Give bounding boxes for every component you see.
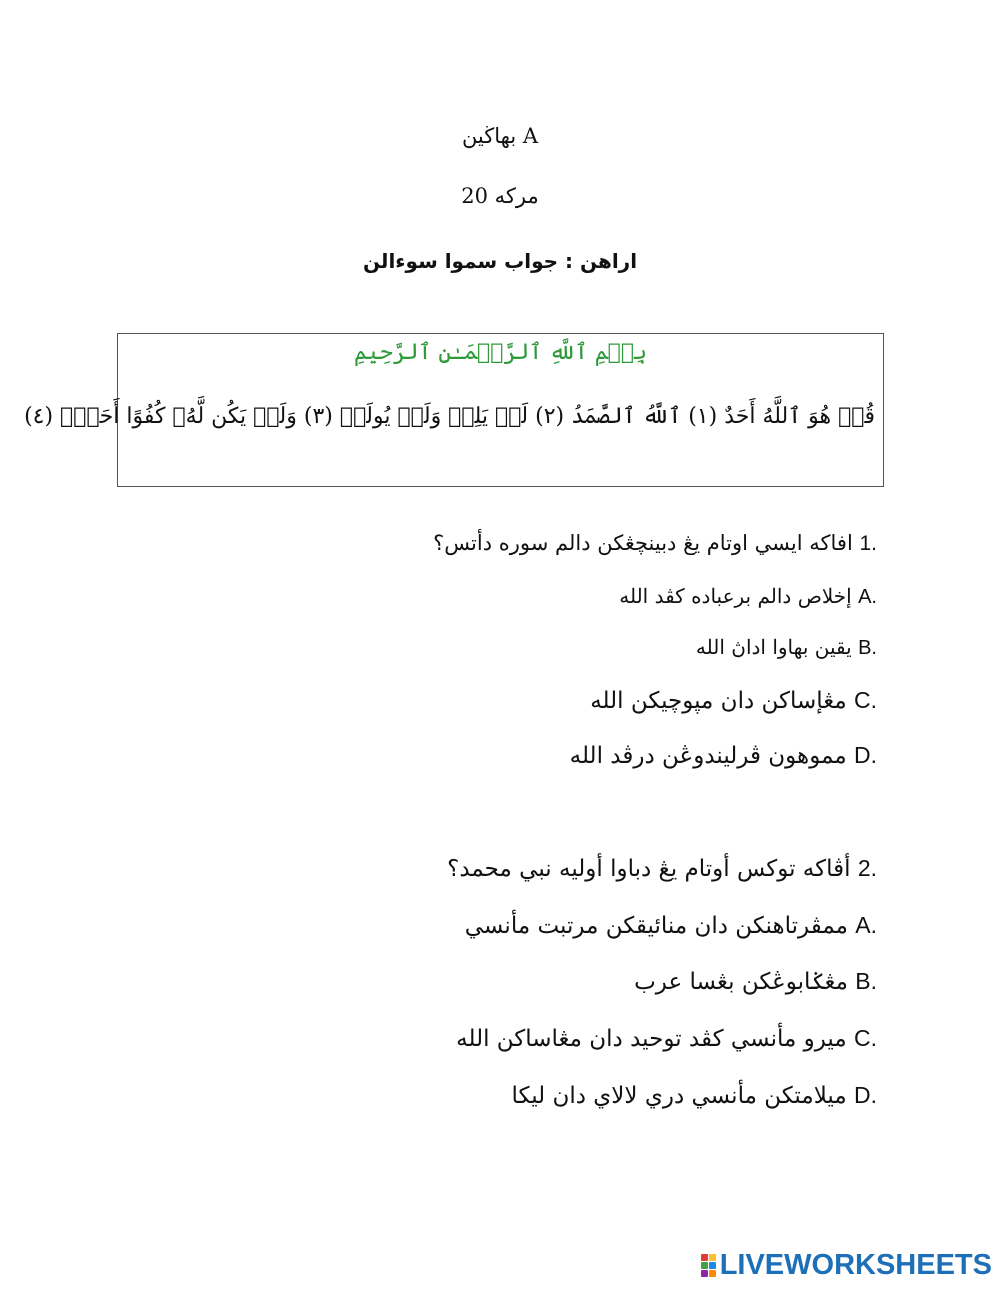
option-text: مموهون ڤرليندوڠن درڤد الله <box>569 743 847 769</box>
option-text: إخلاص دالم برعباده كڤد الله <box>619 584 852 608</box>
logo-mark-icon <box>701 1254 716 1277</box>
option-letter: A. <box>858 586 877 608</box>
surah-verse: قُلۡ هُوَ ٱللَّهُ أَحَدٌ (١) ٱللَّهُ ٱلصَّمَدُ (٢) لَمۡ يَلِدۡ وَلَمۡ يُولَدۡ (٣) وَلَمۡ يَكُن لَّهُۥ كُفُوًا أَحَدٌۢ (٤) <box>24 404 875 429</box>
verse-box <box>24 333 884 487</box>
question-2-option-b[interactable] <box>634 968 877 995</box>
question-1-text: افاكه ايسي اوتام يڠ دبينچڠكن دالم سوره دأتس؟ <box>433 531 853 555</box>
basmala: بِسۡمِ ٱللَّهِ ٱلرَّحۡمَـٰنِ ٱلرَّحِيمِ <box>354 340 647 365</box>
liveworksheets-logo <box>701 1249 992 1281</box>
section-letter: A <box>522 124 539 148</box>
marks-word: مركه <box>494 184 539 208</box>
option-letter: C. <box>854 1025 877 1051</box>
option-text: ميلامتكن مأنسي دري لالاي دان ليكا <box>511 1083 847 1109</box>
option-text: ممڤرتاهنكن دان منائيقكن مرتبت مأنسي <box>464 913 848 939</box>
option-text: يقين بهاوا اداڽ الله <box>695 635 852 659</box>
question-1-option-a[interactable] <box>619 584 877 609</box>
option-text: ميرو مأنسي كڤد توحيد دان مڠاساكن الله <box>456 1026 847 1052</box>
question-2 <box>447 855 877 882</box>
question-2-number: 2. <box>857 855 877 881</box>
question-2-option-d[interactable] <box>511 1082 877 1109</box>
option-text: مڠإساكن دان مپوچيكن الله <box>590 688 847 714</box>
marks-heading <box>0 184 1000 208</box>
option-letter: D. <box>854 1082 877 1108</box>
option-letter: A. <box>855 912 877 938</box>
option-letter: C. <box>854 687 877 713</box>
section-heading <box>0 124 1000 148</box>
question-1-option-d[interactable] <box>570 742 877 769</box>
question-1-number: 1. <box>859 532 877 555</box>
question-1 <box>433 531 877 556</box>
question-1-option-c[interactable] <box>590 687 877 714</box>
question-2-option-c[interactable] <box>456 1025 877 1052</box>
option-letter: D. <box>854 742 877 768</box>
option-letter: B. <box>855 968 877 994</box>
option-letter: B. <box>858 637 877 659</box>
question-2-option-a[interactable] <box>465 912 877 939</box>
brand-name: LIVEWORKSHEETS <box>719 1248 992 1281</box>
question-1-option-b[interactable] <box>696 635 877 660</box>
instruction: اراهن : جواب سموا سوءالن <box>362 249 638 273</box>
option-text: مڠݢابوڠكن بڠسا عرب <box>634 969 848 995</box>
marks-value: 20 <box>461 184 488 208</box>
section-word: بهاڬين <box>461 124 517 148</box>
question-2-text: أڤاكه توكس أوتام يڠ دباوا أوليه نبي محمد؟ <box>447 856 851 882</box>
